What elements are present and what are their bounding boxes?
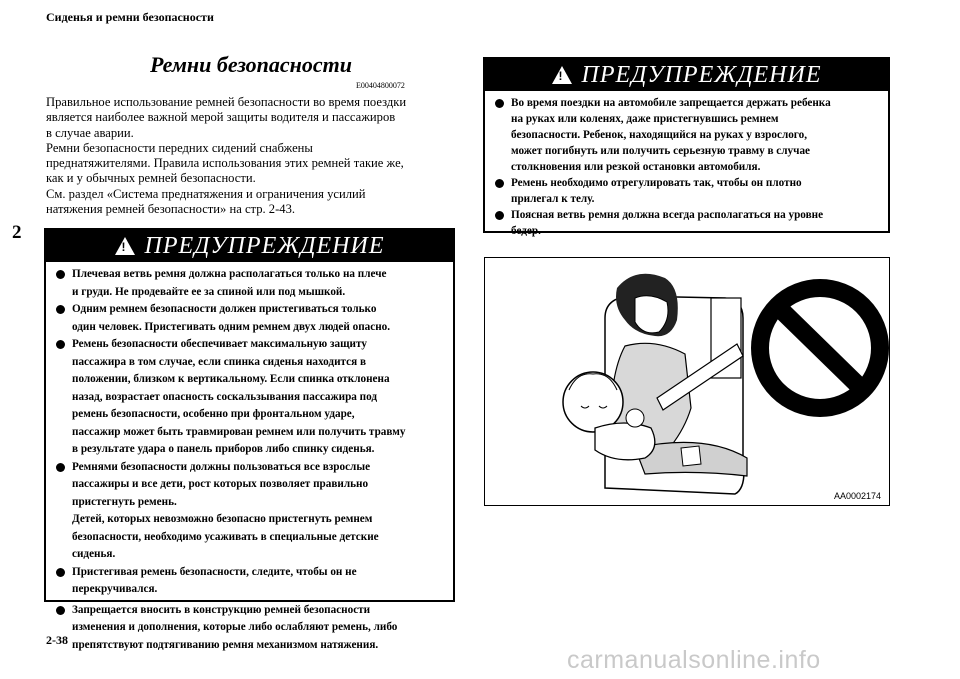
- warning-item-text: Плечевая ветвь ремня должна располагаться только на плече и груди. Не продевайте ее за спиной или под мышкой.: [72, 268, 387, 298]
- warning-item: [54, 459, 445, 564]
- intro-line: является наиболее важной мерой защиты водителя и пассажиров: [46, 110, 396, 125]
- bullet-icon: [495, 211, 504, 220]
- warning-item: [54, 336, 445, 459]
- illustration-child-on-lap: [484, 257, 890, 506]
- warning-item: [54, 602, 445, 655]
- warning-item-text: Одним ремнем безопасности должен пристегиваться только один человек. Пристегивать одним ремнем двух людей опасно.: [72, 303, 391, 333]
- section-title: Ремни безопасности: [150, 52, 352, 77]
- intro-paragraph: [46, 95, 456, 217]
- warning-item-text: Пристегивая ремень безопасности, следите, чтобы он не перекручивался.: [72, 565, 357, 595]
- warning-item: [493, 175, 880, 207]
- warning-triangle-icon: !: [115, 237, 135, 255]
- page-number: 2-38: [46, 633, 68, 647]
- intro-line: Ремни безопасности передних сидений снабжены: [46, 140, 313, 155]
- warning-item-text: Ремнями безопасности должны пользоваться все взрослые пассажиры и все дети, рост которых позволяет правильно пристегнуть ремень. Детей, которых невозможно безопасно пристегнуть ремнем безопасности, необходимо усаживать в специальные детские сиденья.: [72, 460, 379, 560]
- illustration-drawing: [485, 258, 889, 505]
- warning-item: [493, 95, 880, 175]
- bullet-icon: [495, 99, 504, 108]
- warning-list: [485, 91, 888, 241]
- warning-box-child-on-lap: [483, 57, 890, 237]
- warning-item-text: Запрещается вносить в конструкцию ремней безопасности изменения и дополнения, которые либо ослабляют ремень, либо препятствуют подтягиванию ремня механизмом натяжения.: [72, 603, 398, 651]
- section-code: E00404800072: [356, 81, 405, 90]
- warning-header: [46, 230, 453, 262]
- warning-title: ПРЕДУПРЕЖДЕНИЕ: [144, 232, 385, 259]
- prohibition-sign-icon: [760, 288, 880, 408]
- watermark: carmanualsonline.info: [567, 646, 821, 674]
- intro-line: преднатяжителями. Правила использования этих ремней такие же,: [46, 156, 404, 171]
- intro-line: натяжения ремней безопасности» на стр. 2-43.: [46, 202, 296, 217]
- warning-item-text: Во время поездки на автомобиле запрещается держать ребенка на руках или коленях, даже пристегнувшись ремнем безопасности. Ребенок, находящийся на руках у взрослого, может погибнуть или получить серьезную травму в случае столкновения или резкой остановки автомобиля.: [511, 97, 831, 173]
- intro-line: как и у обычных ремней безопасности.: [46, 171, 256, 186]
- intro-line: Правильное использование ремней безопасности во время поездки: [46, 95, 407, 109]
- warning-triangle-icon: !: [552, 66, 572, 84]
- bullet-icon: [56, 340, 65, 349]
- intro-line: См. раздел «Система преднатяжения и ограничения усилий: [46, 186, 366, 201]
- bullet-icon: [495, 179, 504, 188]
- bullet-icon: [56, 270, 65, 279]
- warning-header: [485, 59, 888, 91]
- intro-line: в случае аварии.: [46, 125, 134, 140]
- warning-item-text: Ремень безопасности обеспечивает максимальную защиту пассажира в том случае, если спинка сиденья находится в положении, близком к вертикальному. Если спинка отклонена назад, возрастает опасность соскальзывания пассажира под ремень безопасности, особенно при фронтальном ударе, пассажир может быть травмирован ремнем или получить травму в результате удара о панель приборов либо спинку сиденья.: [72, 338, 406, 455]
- running-header: Сиденья и ремни безопасности: [46, 10, 214, 24]
- bullet-icon: [56, 305, 65, 314]
- bullet-icon: [56, 568, 65, 577]
- warning-title: ПРЕДУПРЕЖДЕНИЕ: [581, 61, 822, 88]
- chapter-number: 2: [12, 222, 22, 243]
- bullet-icon: [56, 463, 65, 472]
- illustration-code: AA0002174: [833, 491, 881, 501]
- bullet-icon: [56, 606, 65, 615]
- warning-item-text: Поясная ветвь ремня должна всегда располагаться на уровне бедер.: [511, 209, 824, 237]
- warning-item: [54, 564, 445, 599]
- warning-list: [46, 262, 453, 656]
- warning-item: [54, 266, 445, 301]
- warning-item-text: Ремень необходимо отрегулировать так, чтобы он плотно прилегал к телу.: [511, 177, 802, 205]
- warning-item: [493, 207, 880, 239]
- warning-item: [54, 301, 445, 336]
